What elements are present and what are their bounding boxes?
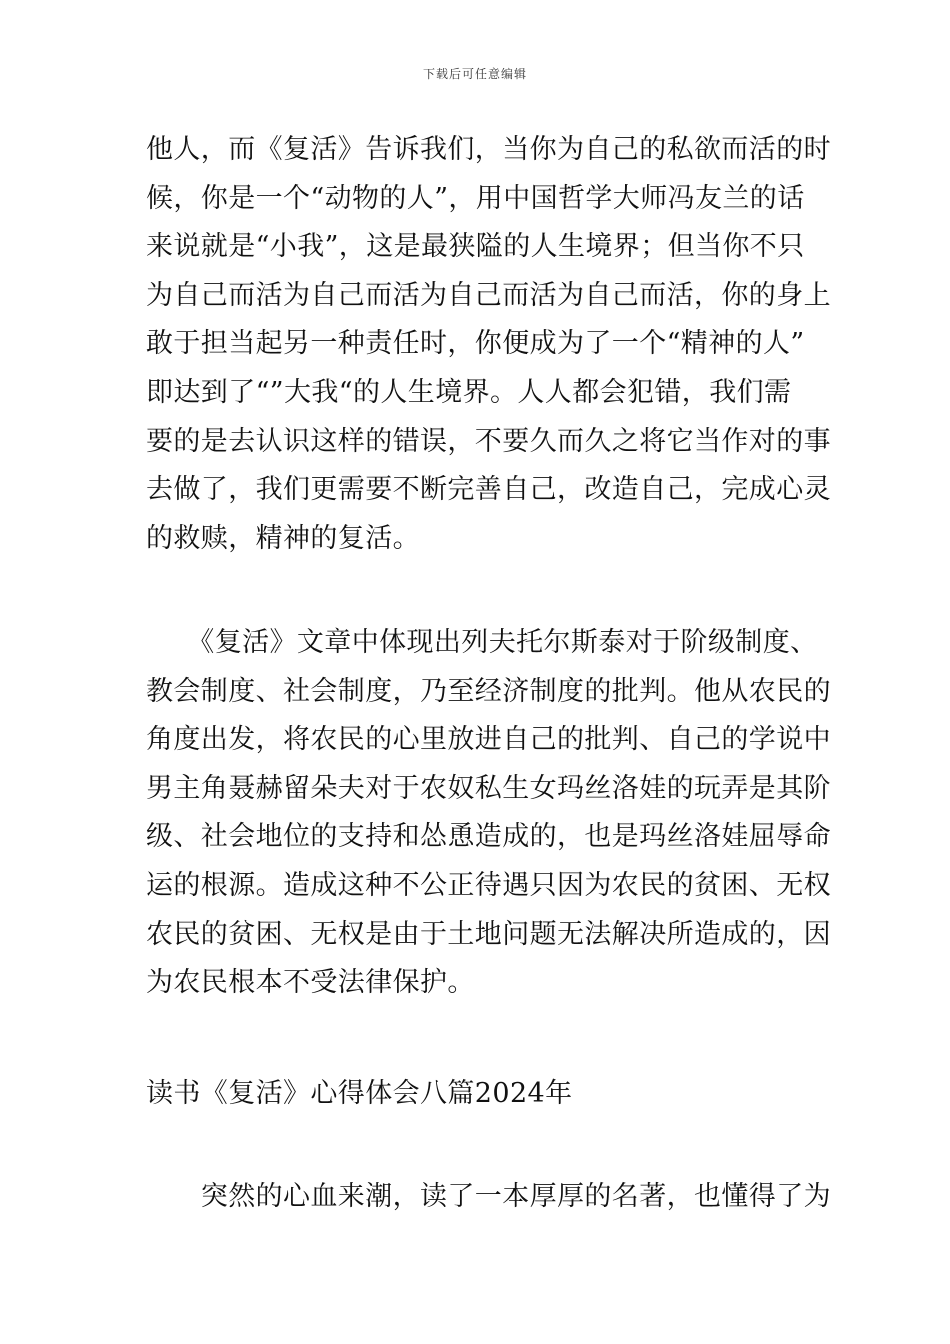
- paragraph-3: [146, 1173, 831, 1222]
- paragraph-line: 的救赎，精神的复活。: [146, 522, 420, 554]
- section-heading-text: 读书《复活》心得体会八篇2024年: [146, 1078, 573, 1109]
- paragraph-line: 敢于担当起另一种责任时，你便成为了一个“精神的人”: [146, 328, 805, 360]
- header-note: 下载后可任意编辑: [422, 67, 527, 81]
- paragraph-line: 运的根源。造成这种不公正待遇只因为农民的贫困、无权: [146, 869, 831, 901]
- paragraph-line: 他人，而《复活》告诉我们，当你为自己的私欲而活的时: [146, 134, 831, 165]
- paragraph-2: [146, 619, 831, 1008]
- paragraph-line: 角度出发，将农民的心里放进自己的批判、自己的学说中: [146, 724, 831, 756]
- paragraph-line: 来说就是“小我”，这是最狭隘的人生境界；但当你不只: [146, 231, 805, 263]
- paragraph-line: 去做了，我们更需要不断完善自己，改造自己，完成心灵: [146, 474, 831, 506]
- paragraph-line: 候，你是一个“动物的人”，用中国哲学大师冯友兰的话: [146, 182, 805, 214]
- paragraph-line: 为农民根本不受法律保护。: [146, 967, 475, 999]
- paragraph-line: 突然的心血来潮，读了一本厚厚的名著，也懂得了为: [146, 1181, 831, 1212]
- paragraph-line: 级、社会地位的支持和怂恿造成的，也是玛丝洛娃屈辱命: [146, 821, 831, 853]
- paragraph-line: 男主角聂赫留朵夫对于农奴私生女玛丝洛娃的玩弄是其阶: [146, 772, 831, 804]
- paragraph-line: 即达到了“”大我“的人生境界。人人都会犯错，我们需: [146, 376, 792, 408]
- paragraph-1: [146, 126, 831, 563]
- section-heading: [146, 1070, 814, 1119]
- paragraph-line: 要的是去认识这样的错误，不要久而久之将它当作对的事: [146, 425, 831, 457]
- paragraph-line: 为自己而活为自己而活为自己而活为自己而活，你的身上: [146, 279, 831, 311]
- paragraph-line: 《复活》文章中体现出列夫托尔斯泰对于阶级制度、: [146, 627, 818, 658]
- paragraph-line: 农民的贫困、无权是由于土地问题无法解决所造成的，因: [146, 918, 831, 950]
- paragraph-line: 教会制度、社会制度，乃至经济制度的批判。他从农民的: [146, 675, 831, 707]
